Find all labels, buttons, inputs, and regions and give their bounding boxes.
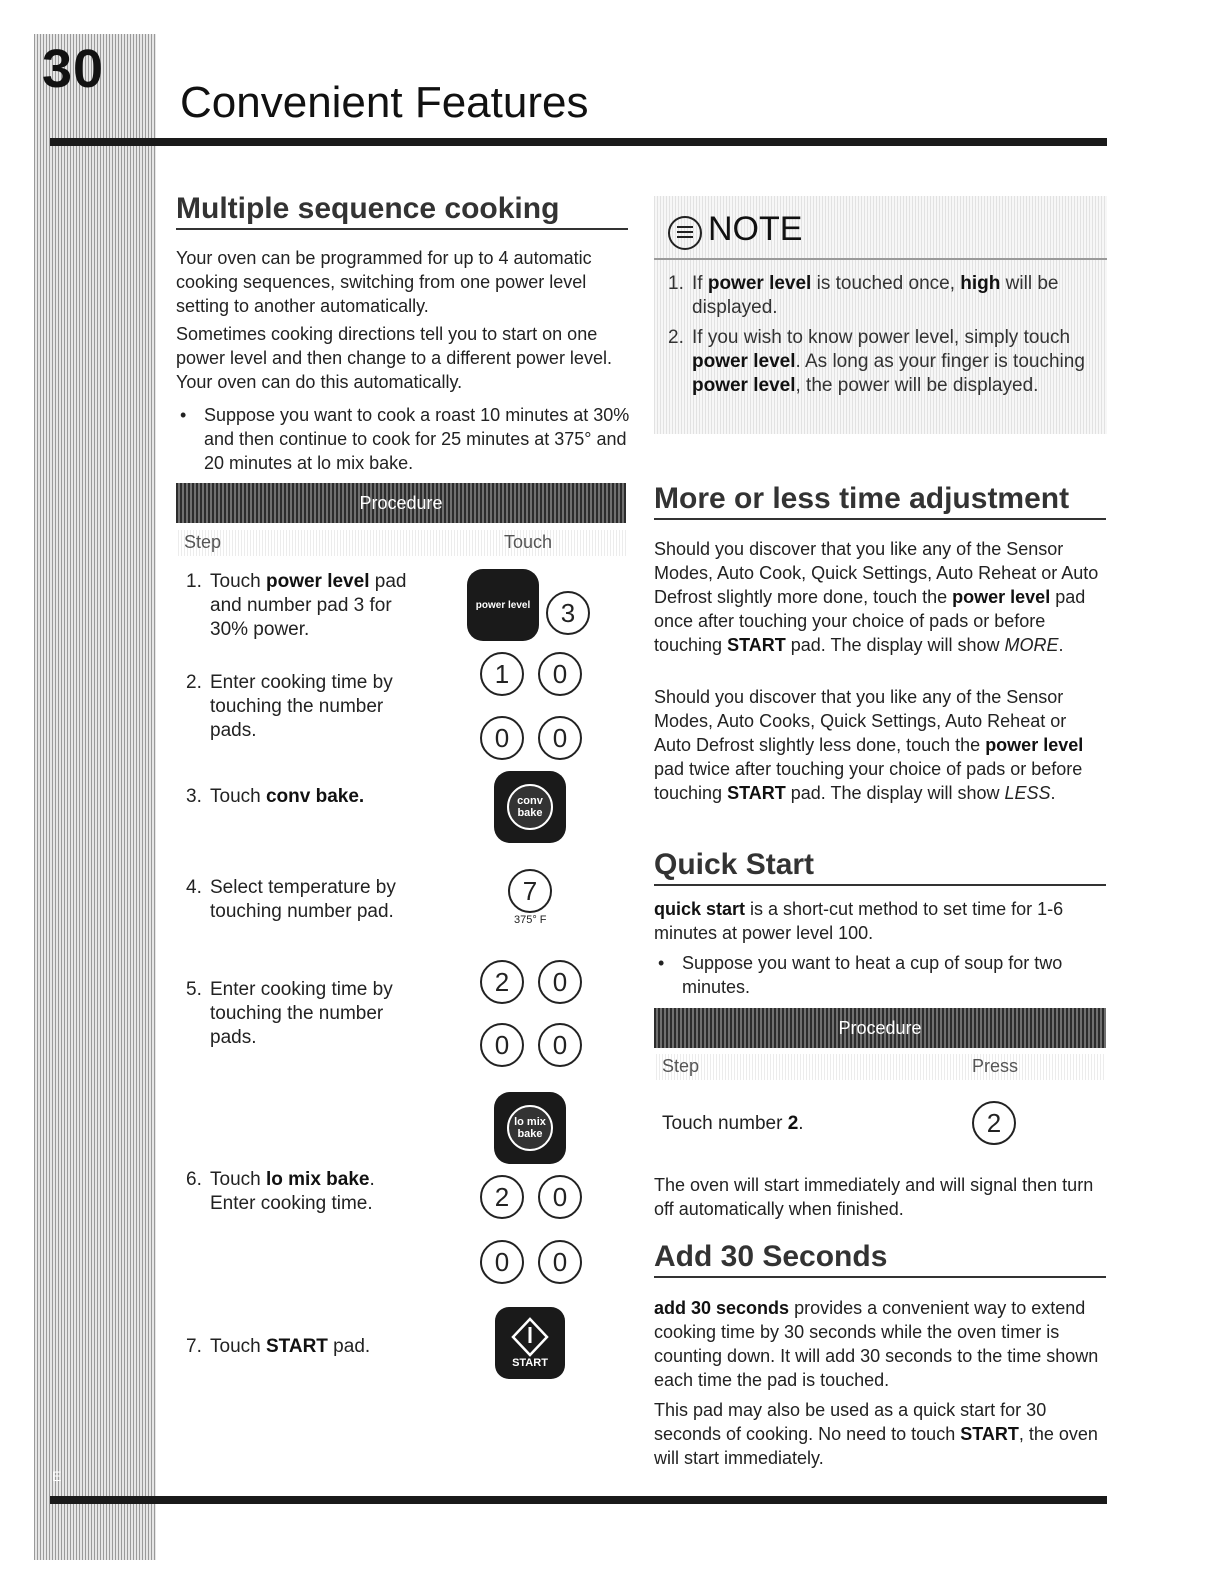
step-2: 2. Enter cooking time by touching the number pads. <box>186 672 393 741</box>
conv-bake-label: conv bake <box>507 784 553 830</box>
note-item-1: 1. If power level is touched once, high will be displayed. <box>668 273 1059 318</box>
col-step: Step <box>184 532 222 552</box>
number-pad-1[interactable]: 1 <box>480 652 524 696</box>
multiple-sequence-heading: Multiple sequence cooking <box>176 192 628 230</box>
multiple-bullet: • Suppose you want to cook a roast 10 minutes at 30% and then continue to cook for 25 minutes at 375° and 20 minutes at lo mix bake. <box>176 403 630 475</box>
step-7: 7. Touch START pad. <box>186 1336 371 1357</box>
number-pad-2[interactable]: 2 <box>480 960 524 1004</box>
lo-mix-bake-pad[interactable] <box>494 1092 566 1164</box>
col-press: Press <box>972 1056 1019 1076</box>
number-pad-0[interactable]: 0 <box>538 716 582 760</box>
number-pad-0[interactable]: 0 <box>480 716 524 760</box>
number-pad-3[interactable]: 3 <box>546 591 590 635</box>
note-item-2: 2. If you wish to know power level, simply touch power level. As long as your finger is touching power level, the power will be displayed. <box>668 327 1085 396</box>
bottom-rule <box>50 1496 1107 1504</box>
col-step: Step <box>662 1056 700 1076</box>
temperature-label: 375° F <box>514 914 547 926</box>
step-1: 1. Touch power level pad and number pad 3 for 30% power. <box>186 571 407 640</box>
conv-bake-pad[interactable] <box>494 771 566 843</box>
add-30-para-1: add 30 seconds provides a convenient way to extend cooking time by 30 seconds while the oven timer is counting down. It will add 30 seconds to the time shown each time the pad is touched. <box>654 1298 1099 1390</box>
number-pad-0[interactable]: 0 <box>538 1023 582 1067</box>
top-rule <box>50 138 1107 146</box>
number-pad-0[interactable]: 0 <box>480 1240 524 1284</box>
quick-start-bullet: • Suppose you want to heat a cup of soup for two minutes. <box>654 951 1106 999</box>
less-para: Should you discover that you like any of the Sensor Modes, Auto Cooks, Quick Settings, Auto Reheat or Auto Defrost slightly less done, touch the power level pad twice after touching your choice of pads or before touching START pad. The display will show LESS. <box>654 687 1084 803</box>
quick-procedure-bar: Procedure <box>654 1008 1106 1048</box>
number-pad-2[interactable]: 2 <box>972 1101 1016 1145</box>
start-label: START <box>512 1357 548 1369</box>
number-pad-0[interactable]: 0 <box>538 652 582 696</box>
number-pad-2[interactable]: 2 <box>480 1175 524 1219</box>
number-pad-0[interactable]: 0 <box>538 1240 582 1284</box>
number-pad-0[interactable]: 0 <box>480 1023 524 1067</box>
note-title: NOTE <box>708 210 803 248</box>
number-pad-0[interactable]: 0 <box>538 960 582 1004</box>
quick-procedure-header <box>654 1054 1106 1080</box>
step-3: 3. Touch conv bake. <box>186 786 365 807</box>
note-rule <box>654 258 1107 260</box>
number-pad-0[interactable]: 0 <box>538 1175 582 1219</box>
page-number: 30 <box>42 39 105 99</box>
sidebar-stripe <box>34 34 156 1560</box>
step-6: 6. Touch lo mix bake. Enter cooking time. <box>186 1169 375 1214</box>
language-letter: E <box>52 1468 62 1484</box>
multiple-para-2: Sometimes cooking directions tell you to start on one power level and then change to a different power level. Your oven can do this automatically. <box>176 324 612 392</box>
quick-after: The oven will start immediately and will signal then turn off automatically when finished. <box>654 1175 1094 1219</box>
add-30-para-2: This pad may also be used as a quick start for 30 seconds of cooking. No need to touch START, the oven will start immediately. <box>654 1400 1098 1468</box>
page-title: Convenient Features <box>180 78 589 127</box>
more-para: Should you discover that you like any of the Sensor Modes, Auto Cook, Quick Settings, Auto Reheat or Auto Defrost slightly more done, touch the power level pad once after touching your choice of pads or before touching START pad. The display will show MORE. <box>654 539 1099 655</box>
step-4: 4. Select temperature by touching number pad. <box>186 877 396 922</box>
quick-start-heading: Quick Start <box>654 848 1106 886</box>
more-less-heading: More or less time adjustment <box>654 482 1106 520</box>
procedure-bar: Procedure <box>176 483 626 523</box>
quick-start-para: quick start is a short-cut method to set time for 1-6 minutes at power level 100. <box>654 899 1064 943</box>
step-5: 5. Enter cooking time by touching the number pads. <box>186 979 393 1048</box>
note-box <box>654 196 1107 434</box>
quick-step: Touch number 2. <box>662 1113 804 1134</box>
start-pad[interactable] <box>495 1307 565 1379</box>
multiple-para-1: Your oven can be programmed for up to 4 automatic cooking sequences, switching from one power level setting to another automatically. <box>176 248 592 316</box>
power-level-pad[interactable]: power level <box>467 569 539 641</box>
start-icon <box>495 1313 565 1363</box>
col-touch: Touch <box>504 532 553 552</box>
add-30-heading: Add 30 Seconds <box>654 1240 1106 1278</box>
note-icon <box>668 216 702 250</box>
procedure-header <box>176 530 626 556</box>
lo-mix-bake-label: lo mix bake <box>507 1105 553 1151</box>
number-pad-7[interactable]: 7 <box>508 869 552 913</box>
